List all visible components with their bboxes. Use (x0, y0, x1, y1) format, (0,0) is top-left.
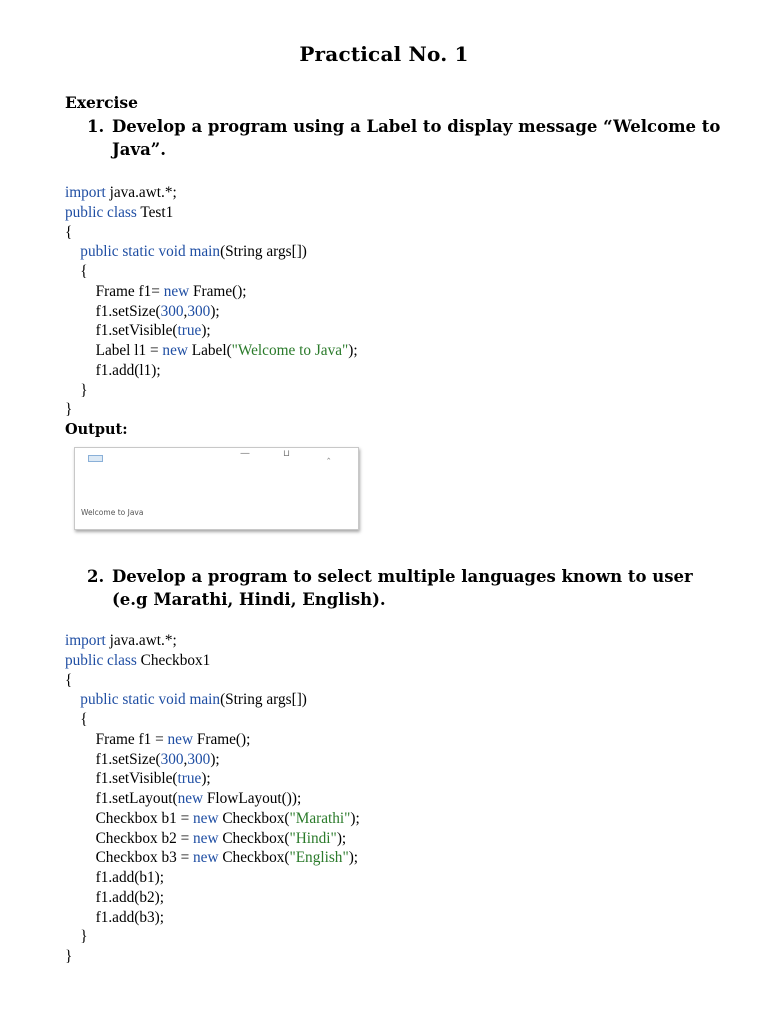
code-token: { (65, 711, 88, 728)
code-token: ); (336, 829, 347, 847)
code-token: new (193, 829, 219, 847)
code-line (65, 183, 358, 203)
code-token: ); (348, 342, 358, 359)
code-token: Label( (187, 342, 232, 359)
code-line (65, 710, 360, 730)
code-token: Label l1 = (65, 342, 163, 359)
code-token: Checkbox b3 = (65, 849, 194, 867)
code-token: (String args[]) (220, 691, 307, 709)
code-token: } (65, 928, 88, 946)
code-token: new (167, 730, 194, 748)
code-token: Frame(); (189, 282, 247, 300)
question-1-number: 1. (87, 117, 105, 136)
code-line (65, 671, 360, 691)
code-token: } (65, 948, 73, 965)
code-token: "Marathi" (289, 809, 351, 827)
code-line (65, 381, 358, 401)
code-token: java.awt.*; (105, 184, 177, 201)
code-line (65, 651, 360, 671)
code-line (65, 789, 360, 809)
output-window-screenshot (74, 447, 359, 530)
code-token: 300 (160, 750, 184, 768)
code-line (65, 750, 360, 770)
code-token: Test1 (136, 203, 174, 221)
code-token: java.awt.*; (105, 632, 177, 649)
page-title: Practical No. 1 (299, 42, 469, 66)
code-token (65, 243, 80, 260)
code-token: { (65, 223, 73, 241)
exercise-heading: Exercise (65, 93, 138, 112)
code-token: { (65, 671, 73, 689)
code-token: f1.setVisible( (65, 770, 178, 788)
code-token: (String args[]) (220, 243, 307, 261)
code-token (65, 691, 80, 708)
code-token: ); (201, 322, 211, 340)
output-welcome-label: Welcome to Java (81, 508, 144, 517)
code-token: f1.add(l1); (65, 361, 161, 379)
code-line (65, 888, 360, 908)
code-line (65, 809, 360, 829)
code-token: 300 (187, 750, 211, 768)
code-token: public class (65, 203, 137, 221)
code-line (65, 908, 360, 928)
code-line (65, 829, 360, 849)
output-label: Output: (65, 421, 128, 438)
code-token: Checkbox b2 = (65, 829, 194, 847)
code-line (65, 848, 360, 868)
code-token: "Welcome to Java" (231, 342, 349, 359)
code-token: , (183, 750, 188, 768)
code-line (65, 282, 358, 302)
code-block-2 (65, 631, 360, 967)
code-token: ); (210, 750, 220, 768)
code-token: new (177, 790, 204, 807)
minimize-icon: — (240, 448, 250, 459)
code-token: } (65, 401, 73, 419)
code-token: "English" (289, 849, 349, 867)
code-token: f1.setVisible( (65, 322, 178, 340)
question-1-text: Develop a program using a Label to display message “Welcome to Java”. (112, 117, 721, 159)
code-token: import (65, 632, 106, 649)
code-token: Checkbox b1 = (65, 809, 194, 827)
code-token: ); (210, 302, 220, 320)
question-1 (87, 115, 727, 161)
code-line (65, 947, 360, 967)
question-2-number: 2. (87, 567, 105, 586)
code-token: public static void main (80, 243, 221, 261)
code-token: , (183, 302, 188, 320)
code-line (65, 262, 358, 282)
maximize-icon: ⊔ (283, 449, 291, 459)
question-2-text: Develop a program to select multiple languages known to user (e.g Marathi, Hindi, English). (112, 567, 693, 609)
code-line (65, 302, 358, 322)
code-token: f1.setSize( (65, 302, 161, 320)
window-app-icon (88, 455, 103, 462)
code-token: 300 (187, 302, 211, 320)
code-token: Frame f1 = (65, 730, 168, 748)
code-token: new (162, 342, 188, 359)
code-token: f1.add(b1); (65, 869, 164, 886)
code-line (65, 223, 358, 243)
code-token: Checkbox( (218, 849, 290, 867)
code-token: f1.add(b3); (65, 908, 164, 926)
code-token: true (177, 322, 202, 340)
code-line (65, 242, 358, 262)
code-token: Frame f1= (65, 282, 164, 300)
code-token: ); (201, 770, 211, 788)
code-token: new (193, 809, 219, 827)
code-line (65, 203, 358, 223)
code-token: public static void main (80, 691, 221, 709)
code-token: { (65, 263, 88, 280)
code-line (65, 927, 360, 947)
code-token: import (65, 184, 106, 201)
code-token: new (163, 282, 190, 300)
code-line (65, 868, 360, 888)
code-line (65, 400, 358, 420)
code-token: public class (65, 651, 137, 669)
code-token: "Hindi" (289, 829, 337, 847)
close-icon: ‸ (327, 449, 331, 460)
code-token: Checkbox( (218, 809, 290, 827)
code-token: f1.setSize( (65, 750, 161, 768)
code-token: FlowLayout()); (203, 790, 302, 807)
code-token: Checkbox( (218, 829, 290, 847)
code-token: f1.add(b2); (65, 888, 164, 906)
code-line (65, 730, 360, 750)
code-token: Frame(); (193, 730, 251, 748)
code-token: new (193, 849, 219, 867)
code-line (65, 341, 358, 361)
question-2 (87, 565, 727, 611)
code-token: true (177, 770, 202, 788)
code-token: ); (348, 849, 359, 867)
code-token: } (65, 381, 88, 399)
code-line (65, 631, 360, 651)
code-line (65, 690, 360, 710)
code-token: ); (350, 809, 360, 827)
code-token: Checkbox1 (136, 651, 211, 669)
code-line (65, 769, 360, 789)
code-line (65, 321, 358, 341)
code-token: 300 (160, 302, 184, 320)
code-block-1 (65, 183, 358, 420)
code-token: f1.setLayout( (65, 790, 178, 807)
code-line (65, 361, 358, 381)
